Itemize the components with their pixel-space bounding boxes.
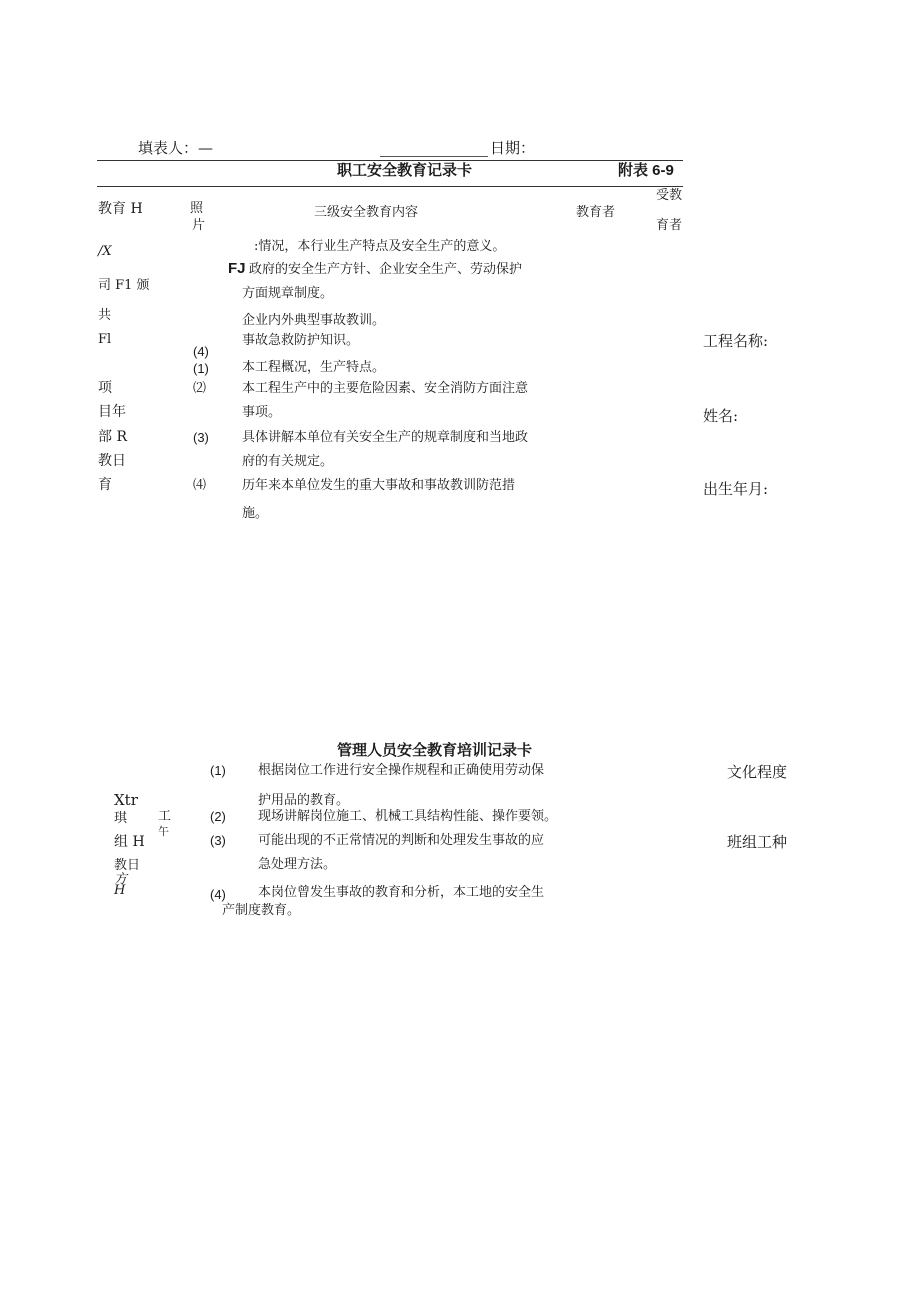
content-line-prefix: FJ — [228, 260, 246, 277]
title-rule — [97, 186, 683, 187]
col-educatee-header-2: 育者 — [656, 218, 683, 233]
col-edu-header: 教育 H — [98, 201, 143, 217]
content-line: 事项。 — [242, 405, 282, 420]
card2-left-fragment: 工 — [158, 809, 172, 824]
item-marker: (3) — [210, 833, 226, 848]
card1-left-fragment: 共 — [98, 308, 112, 323]
project-name-label: 工程名称: — [703, 332, 769, 350]
card1-left-fragment: 司 F1 颁 — [98, 278, 150, 293]
date-label: 日期： — [490, 139, 536, 157]
card1-appendix: 附表 6-9 — [618, 162, 674, 179]
card2-content-line: 急处理方法。 — [258, 857, 337, 872]
card1-left-fragment: 目年 — [98, 404, 126, 420]
card2-left-fragment: H — [114, 883, 126, 898]
item-marker: ⑵ — [193, 381, 207, 396]
col-photo-header-2: 片 — [192, 218, 206, 233]
card2-content-line: 护用品的教育。 — [258, 793, 350, 808]
card2-left-fragment: 教日 — [114, 858, 141, 873]
content-line: 府的有关规定。 — [242, 454, 334, 469]
card1-title: 职工安全教育记录卡 — [337, 162, 473, 179]
card2-left-fragment: 琪 — [114, 811, 128, 826]
content-line: 历年来本单位发生的重大事故和事故教训防范措 — [242, 478, 516, 493]
date-blank-underline — [380, 156, 488, 157]
content-line: 本工程概况，生产特点。 — [242, 360, 386, 375]
content-line: 施。 — [242, 506, 269, 521]
card2-content-line: 本岗位曾发生事故的教育和分析，本工地的安全生 — [258, 885, 545, 900]
content-line: 具体讲解本单位有关安全生产的规章制度和当地政 — [242, 430, 529, 445]
card1-left-fragment: 育 — [98, 477, 112, 493]
card2-left-fragment: 方 — [114, 872, 128, 887]
content-line: 事故急救防护知识。 — [242, 333, 360, 348]
item-marker: (1) — [210, 763, 226, 778]
card2-content-line: 可能出现的不正常情况的判断和处理发生事故的应 — [258, 833, 545, 848]
item-marker: ⑷ — [193, 478, 207, 493]
content-line: 企业内外典型事故教训。 — [242, 313, 386, 328]
card1-left-fragment: 项 — [98, 380, 112, 396]
filler-label: 填表人：— — [138, 139, 214, 157]
item-marker: (2) — [210, 809, 226, 824]
card2-left-fragment: Xtr — [114, 791, 138, 809]
col-content-header: 三级安全教育内容 — [314, 205, 419, 220]
card2-left-fragment: 组 H — [114, 834, 145, 850]
top-rule — [97, 160, 683, 161]
col-educatee-header-1: 受教 — [656, 188, 683, 203]
content-line: 方面规章制度。 — [242, 286, 334, 301]
birth-label: 出生年月: — [703, 480, 769, 498]
item-marker: (4) — [193, 344, 209, 359]
item-marker: (1) — [193, 361, 209, 376]
item-marker: (3) — [193, 430, 209, 445]
education-label: 文化程度 — [727, 763, 788, 781]
card2-content-line: 现场讲解岗位施工、机械工具结构性能、操作要领。 — [258, 809, 558, 824]
content-line: :情况，本行业生产特点及安全生产的意义。 — [254, 239, 506, 254]
card1-left-fragment: Fl — [98, 332, 112, 347]
name-label: 姓名: — [703, 407, 739, 425]
col-educator-header: 教育者 — [576, 205, 616, 220]
team-trade-label: 班组工种 — [727, 833, 788, 851]
card1-left-fragment: 部 R — [98, 429, 127, 445]
card1-left-fragment: /X — [98, 244, 112, 259]
card2-title: 管理人员安全教育培训记录卡 — [337, 742, 533, 759]
card2-content-line: 根据岗位工作进行安全操作规程和正确使用劳动保 — [258, 763, 545, 778]
content-line: 本工程生产中的主要危险因素、安全消防方面注意 — [242, 381, 529, 396]
card2-content-line: 产制度教育。 — [222, 903, 301, 918]
card1-left-fragment: 教日 — [98, 453, 126, 469]
col-photo-header-1: 照 — [190, 201, 204, 216]
content-line: 政府的安全生产方针、企业安全生产、劳动保护 — [249, 262, 523, 277]
card2-left-fragment: 午 — [158, 825, 169, 838]
item-marker: (4) — [210, 887, 226, 902]
